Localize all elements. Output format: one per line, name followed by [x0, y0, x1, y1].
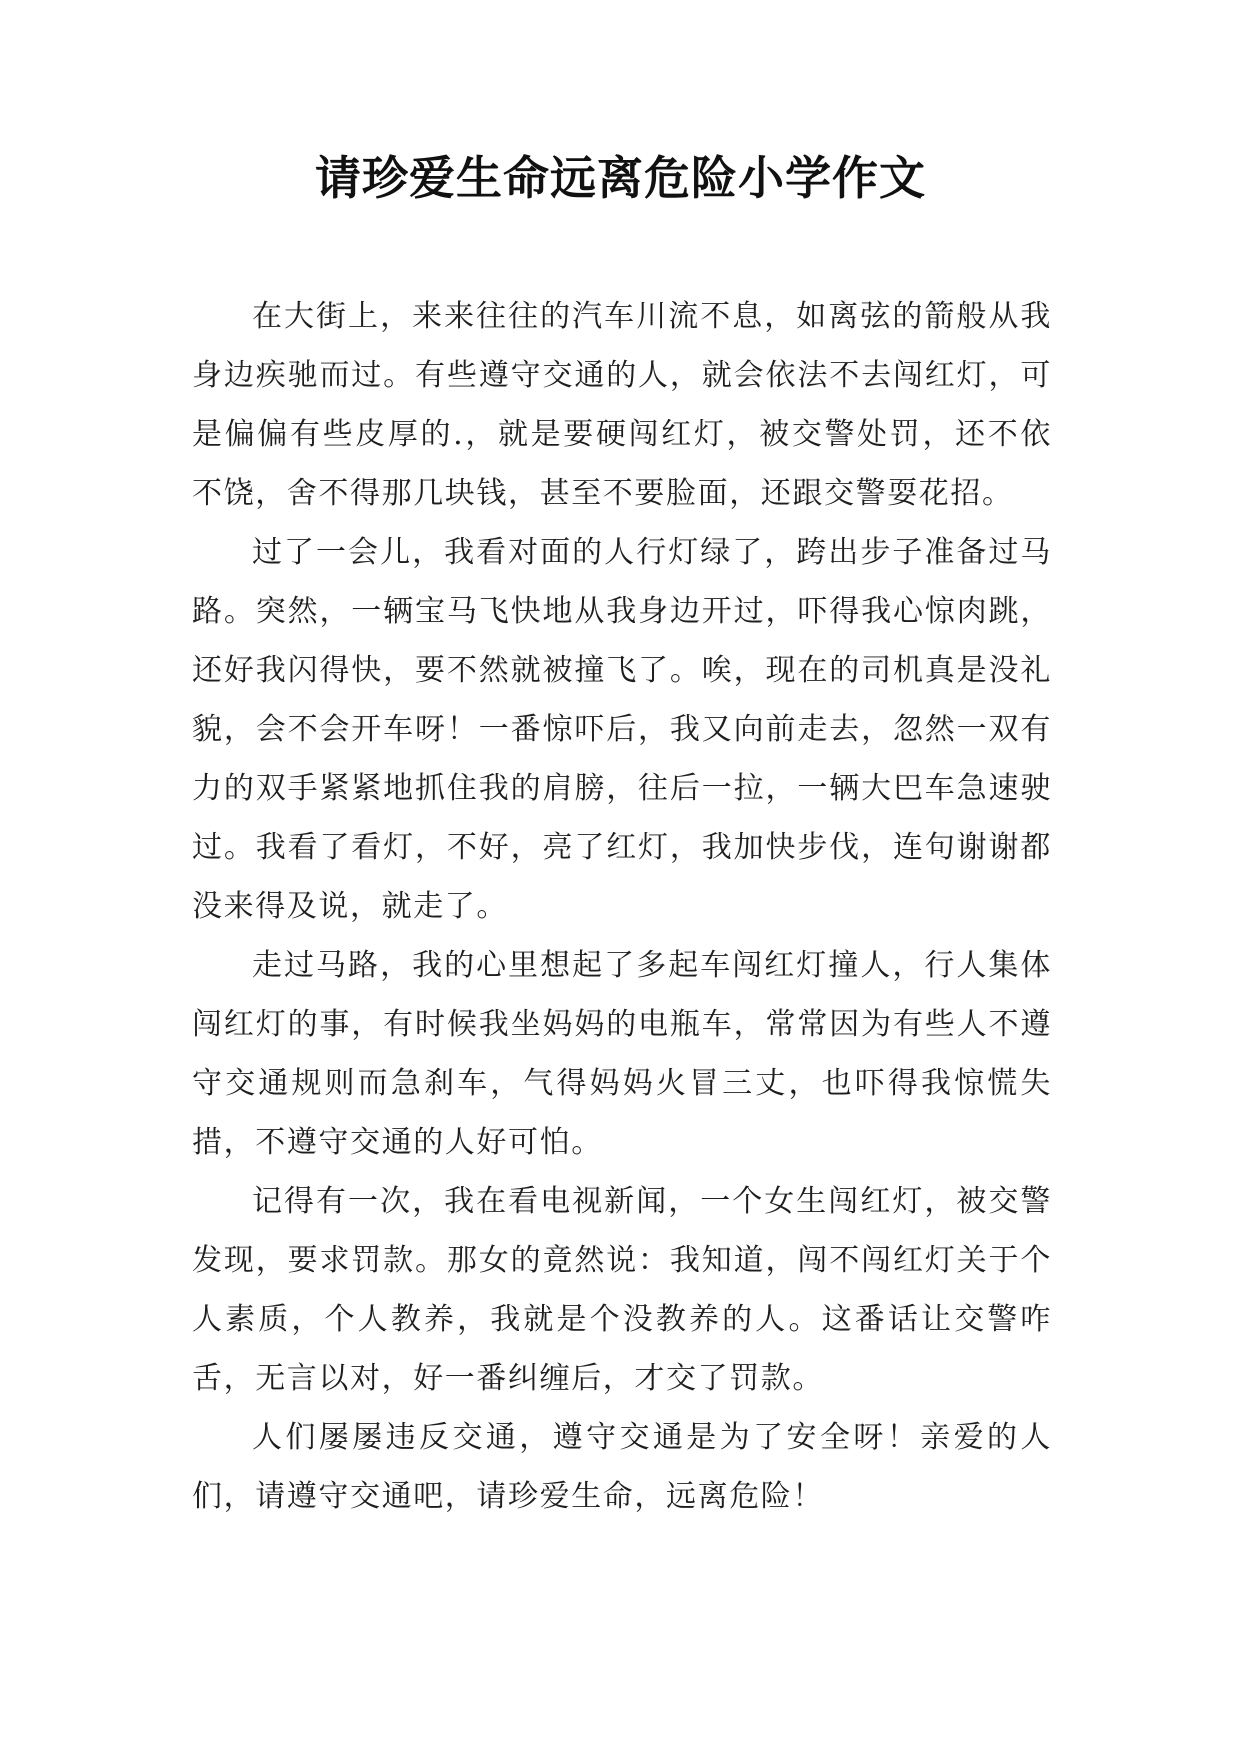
paragraph-4: 记得有一次，我在看电视新闻，一个女生闯红灯，被交警发现，要求罚款。那女的竟然说：我知道，闯不闯红灯关于个人素质，个人教养，我就是个没教养的人。这番话让交警咋舌，无言以对，好一番纠缠后，才交了罚款。 — [192, 1184, 1052, 1396]
document-title: 请珍爱生命远离危险小学作文 — [315, 151, 926, 205]
document-body — [192, 287, 1052, 1526]
paragraph-1: 在大街上，来来往往的汽车川流不息，如离弦的箭般从我身边疾驰而过。有些遵守交通的人，就会依法不去闯红灯，可是偏偏有些皮厚的.，就是要硬闯红灯，被交警处罚，还不依不饶，舍不得那几块钱，甚至不要脸面，还跟交警耍花招。 — [192, 299, 1052, 511]
paragraph-3: 走过马路，我的心里想起了多起车闯红灯撞人，行人集体闯红灯的事，有时候我坐妈妈的电瓶车，常常因为有些人不遵守交通规则而急刹车，气得妈妈火冒三丈，也吓得我惊慌失措，不遵守交通的人好可怕。 — [192, 948, 1052, 1160]
paragraph-2: 过了一会儿，我看对面的人行灯绿了，跨出步子准备过马路。突然，一辆宝马飞快地从我身边开过，吓得我心惊肉跳，还好我闪得快，要不然就被撞飞了。唉，现在的司机真是没礼貌，会不会开车呀！一番惊吓后，我又向前走去，忽然一双有力的双手紧紧地抓住我的肩膀，往后一拉，一辆大巴车急速驶过。我看了看灯，不好，亮了红灯，我加快步伐，连句谢谢都没来得及说，就走了。 — [192, 535, 1052, 924]
paragraph-5: 人们屡屡违反交通，遵守交通是为了安全呀！亲爱的人们，请遵守交通吧，请珍爱生命，远离危险！ — [192, 1420, 1052, 1514]
